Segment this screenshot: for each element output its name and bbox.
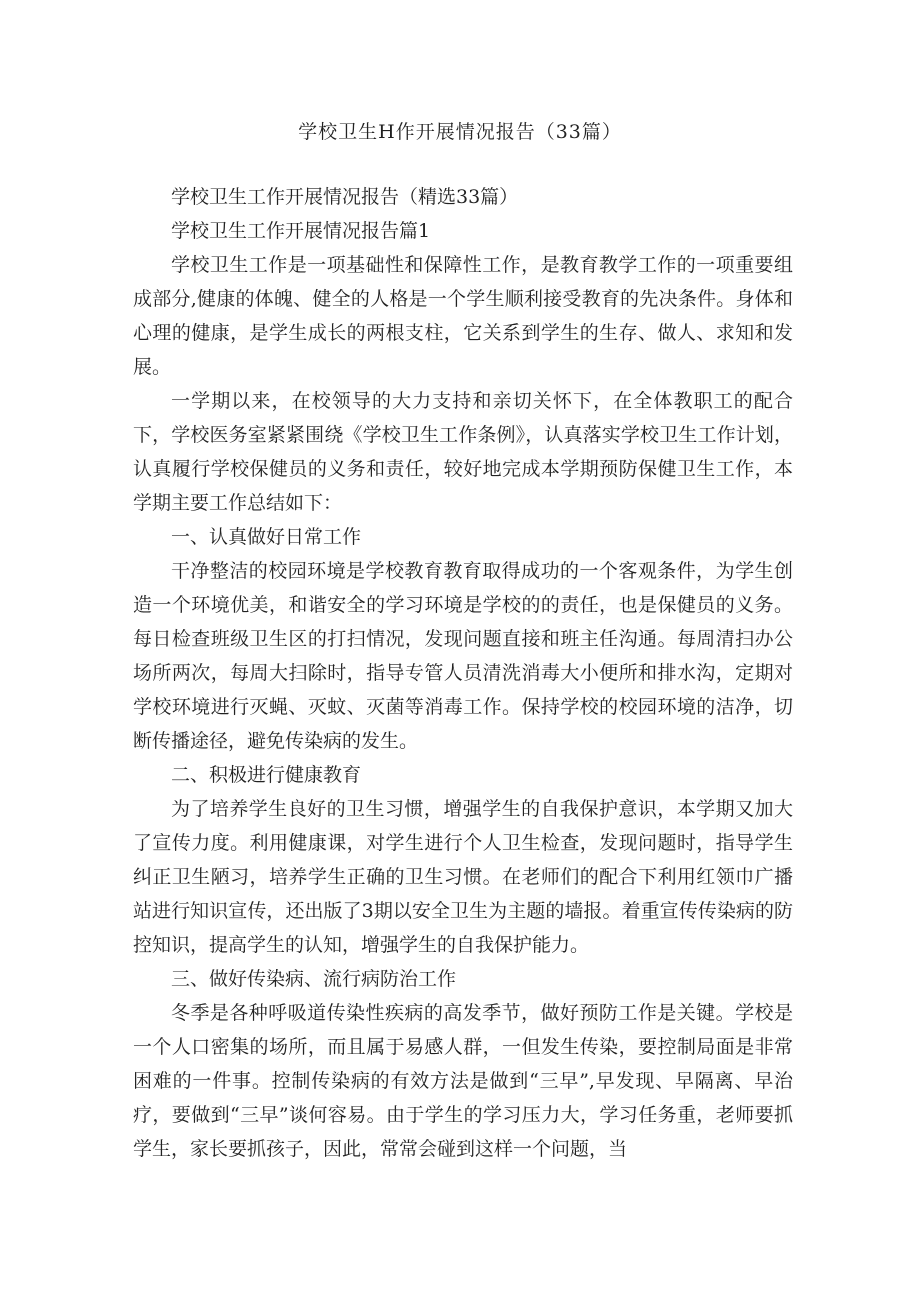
section-heading: 三、做好传染病、流行病防治工作: [171, 968, 457, 990]
body-paragraph: 为了培养学生良好的卫生习惯，增强学生的自我保护意识，本学期又加大了宣传力度。利用健康课，对学生进行个人卫生检查，发现问题时，指导学生纠正卫生陋习，培养学生正确的卫生习惯。在老师们的配合下利用红领巾广播站进行知识宣传，还出版了3期以安全卫生为主题的墙报。着重宣传传染病的防控知识，提高学生的认知，增强学生的自我保护能力。: [133, 798, 793, 956]
document-body: [133, 180, 793, 1166]
body-paragraph: 干净整洁的校园环境是学校教育教育取得成功的一个客观条件，为学生创造一个环境优美，和谐安全的学习环境是学校的的责任，也是保健员的义务。每日检查班级卫生区的打扫情况，发现问题直接和班主任沟通。每周清扫办公场所两次，每周大扫除时，指导专管人员清洗消毒大小便所和排水沟，定期对学校环境进行灭蝇、灭蚊、灭菌等消毒工作。保持学校的校园环境的洁净，切断传播途径，避免传染病的发生。: [133, 560, 793, 752]
section-heading: 一、认真做好日常工作: [171, 526, 362, 548]
body-paragraph: 学校卫生工作是一项基础性和保障性工作，是教育教学工作的一项重要组成部分,健康的体魄、健全的人格是一个学生顺利接受教育的先决条件。身体和心理的健康，是学生成长的两根支柱，它关系到学生的生存、做人、求知和发展。: [133, 254, 793, 378]
document-title: 学校卫生H作开展情况报告（33篇）: [298, 121, 622, 143]
document-subtitle: 学校卫生工作开展情况报告（精选33篇）: [171, 186, 519, 208]
body-paragraph: 一学期以来，在校领导的大力支持和亲切关怀下，在全体教职工的配合下，学校医务室紧紧围绕《学校卫生工作条例》，认真落实学校卫生工作计划，认真履行学校保健员的义务和责任，较好地完成本学期预防保健卫生工作，本学期主要工作总结如下：: [133, 390, 793, 514]
section-heading: 二、积极进行健康教育: [171, 764, 362, 786]
body-paragraph: 冬季是各种呼吸道传染性疾病的高发季节，做好预防工作是关键。学校是一个人口密集的场所，而且属于易感人群，一但发生传染，要控制局面是非常困难的一件事。控制传染病的有效方法是做到“三早”,早发现、早隔离、早治疗，要做到“三早”谈何容易。由于学生的学习压力大，学习任务重，老师要抓学生，家长要抓孩子，因此，常常会碰到这样一个问题，当: [133, 1002, 793, 1160]
section-title: 学校卫生工作开展情况报告篇1: [171, 220, 431, 242]
